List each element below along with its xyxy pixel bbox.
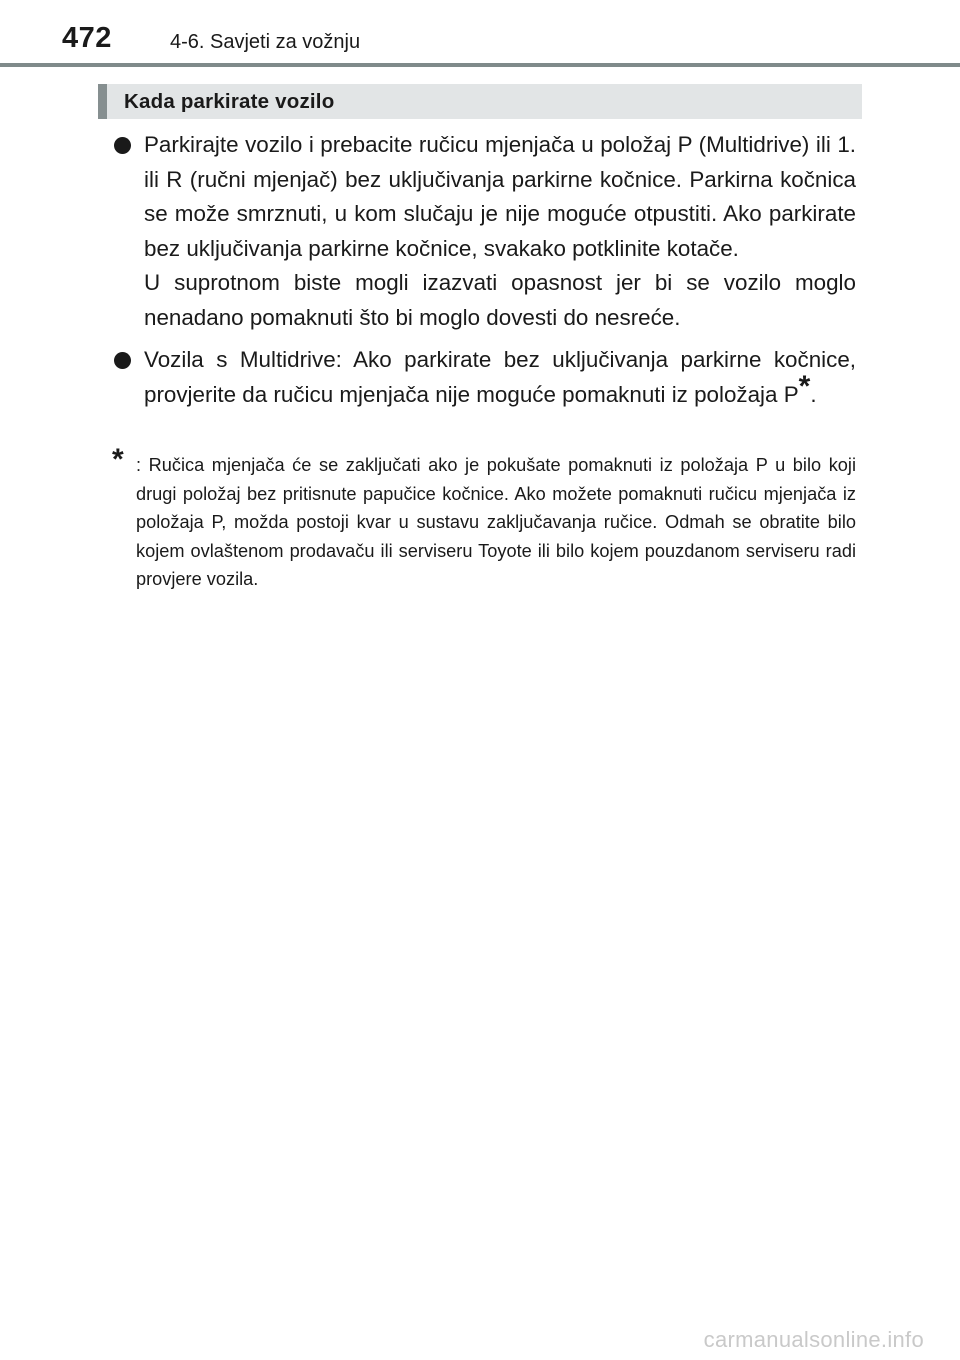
footnote: [112, 443, 856, 594]
bullet-text-continued: U suprotnom biste mogli izazvati opasnost jer bi se vozilo moglo nenadano pomaknuti što bi moglo dovesti do nesreće.: [144, 270, 856, 330]
site-watermark: carmanualsonline.info: [703, 1327, 924, 1352]
page-number: 472: [62, 22, 112, 54]
bullet-item: [112, 343, 856, 412]
bullet-item: [112, 128, 856, 335]
header-divider: [0, 63, 960, 67]
bullet-list: [112, 128, 856, 420]
bullet-text: Parkirajte vozilo i prebacite ručicu mjenjača u položaj P (Multidrive) ili 1. ili R (ručni mjenjač) bez uključivanja parkirne kočnice. Parkirna kočnica se može smrznuti, u kom slučaju je nije moguće otpustiti. Ako parkirate bez uključivanja parkirne kočnice, svakako potklinite kotače.: [144, 132, 856, 261]
footnote-asterisk: *: [112, 443, 124, 476]
footnote-reference: *: [798, 369, 811, 403]
section-heading-bar: [98, 84, 862, 119]
chapter-title: 4-6. Savjeti za vožnju: [170, 31, 361, 53]
bullet-dot-icon: [114, 352, 131, 369]
bullet-dot-icon: [114, 137, 131, 154]
footnote-text: : Ručica mjenjača će se zaključati ako je pokušate pomaknuti iz položaja P u bilo koji drugi položaj bez pritisnute papučice kočnice. Ako možete pomaknuti ručicu mjenjača iz položaja P, možda postoji kvar u sustavu zaključavanja ručice. Odmah se obratite bilo kojem ovlaštenom prodavaču ili serviseru Toyote ili bilo kojem pouzdanom serviseru radi provjere vozila.: [136, 455, 856, 589]
bullet-text: Vozila s Multidrive: Ako parkirate bez uključivanja parkirne kočnice, provjerite da ručicu mjenjača nije moguće pomaknuti iz položaja P*.: [144, 347, 856, 407]
section-title: Kada parkirate vozilo: [124, 90, 335, 113]
